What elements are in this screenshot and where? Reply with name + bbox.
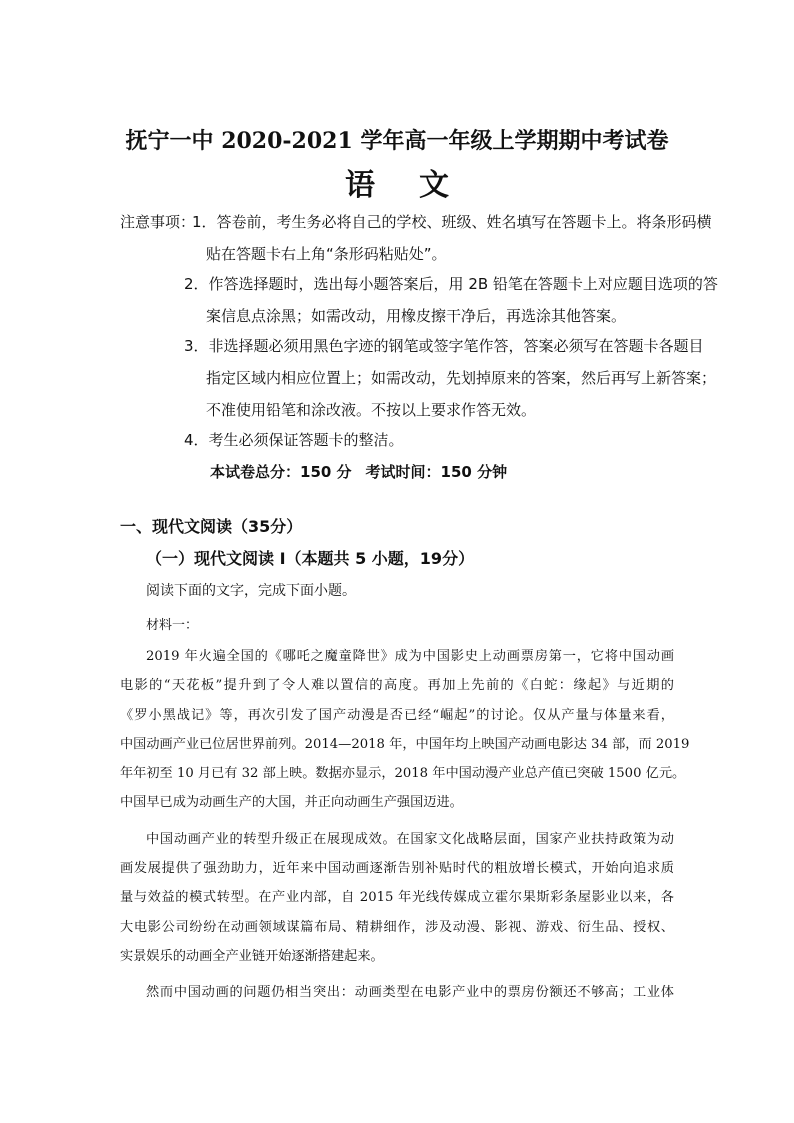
subject-char-1: 语 bbox=[345, 168, 375, 203]
subject-char-2: 文 bbox=[419, 168, 449, 203]
notice-line: 1．答卷前，考生务必将自己的学校、班级、姓名填写在答题卡上。将条形码横 bbox=[192, 213, 712, 231]
passage-line: 中国早已成为动画生产的大国，并正向动画生产强国迈进。 bbox=[120, 795, 463, 811]
section-heading: 一、现代文阅读（35分） bbox=[120, 517, 303, 536]
passage-paragraph bbox=[120, 642, 690, 818]
passage-paragraph bbox=[120, 825, 674, 971]
notice-line: 案信息点涂黑；如需改动，用橡皮擦干净后，再选涂其他答案。 bbox=[206, 307, 627, 325]
passage-line: 画发展提供了强劲助力，近年来中国动画逐渐告别补贴时代的粗放增长模式，开始向追求质 bbox=[120, 861, 674, 877]
notice-item bbox=[184, 330, 716, 426]
subject-title bbox=[0, 160, 794, 204]
passage-line: 实景娱乐的动画全产业链开始逐渐搭建起来。 bbox=[120, 948, 384, 964]
passage-line: 中国动画产业已位居世界前列。2014—2018 年，中国年均上映国产动画电影达 34 部，而 2019 bbox=[120, 736, 690, 752]
notice-label: 注意事项： bbox=[120, 213, 196, 231]
notice-item bbox=[184, 424, 404, 456]
passage-line: 2019 年火遍全国的《哪吒之魔童降世》成为中国影史上动画票房第一，它将中国动画 bbox=[146, 649, 674, 664]
notice-line: 贴在答题卡右上角“条形码粘贴处”。 bbox=[206, 245, 447, 263]
passage-paragraph bbox=[120, 978, 674, 1007]
subsection-heading: （一）现代文阅读 I（本题共 5 小题，19分） bbox=[146, 549, 475, 568]
passage-line: 大电影公司纷纷在动画领域谋篇布局、精耕细作，涉及动漫、影视、游戏、衍生品、授权、 bbox=[120, 919, 674, 935]
passage-line: 然而中国动画的问题仍相当突出：动画类型在电影产业中的票房份额还不够高；工业体 bbox=[146, 985, 674, 1001]
score-time-line bbox=[210, 456, 507, 488]
passage-line: 量与效益的模式转型。在产业内部，自 2015 年光线传媒成立霍尔果斯彩条屋影业以来，各 bbox=[120, 890, 674, 906]
material-label: 材料一： bbox=[146, 618, 199, 633]
passage-line: 年年初至 10 月已有 32 部上映。数据亦显示，2018 年中国动漫产业总产值已突破 1500 亿元。 bbox=[120, 766, 686, 782]
notice-line: 2．作答选择题时，选出每小题答案后，用 2B 铅笔在答题卡上对应题目选项的答 bbox=[184, 275, 718, 293]
reading-instruction: 阅读下面的文字，完成下面小题。 bbox=[146, 583, 356, 599]
total-score: 本试卷总分：150 分 bbox=[210, 463, 352, 481]
notice-line: 不准使用铅笔和涂改液。不按以上要求作答无效。 bbox=[206, 401, 537, 419]
reading-passage bbox=[120, 642, 690, 1015]
notice-item bbox=[192, 206, 712, 270]
exam-time: 考试时间：150 分钟 bbox=[365, 463, 508, 481]
notice-line: 3．非选择题必须用黑色字迹的钢笔或签字笔作答，答案必须写在答题卡各题目 bbox=[184, 337, 704, 355]
passage-line: 电影的“天花板”提升到了令人难以置信的高度。再加上先前的《白蛇：缘起》与近期的 bbox=[120, 678, 674, 694]
notice-item bbox=[184, 268, 718, 332]
passage-line: 《罗小黑战记》等，再次引发了国产动漫是否已经“崛起”的讨论。仅从产量与体量来看， bbox=[120, 707, 674, 723]
notice-line: 指定区域内相应位置上；如需改动，先划掉原来的答案，然后再写上新答案； bbox=[206, 369, 717, 387]
exam-title: 抚宁一中 2020-2021 学年高一年级上学期期中考试卷 bbox=[125, 128, 669, 154]
notice-line: 4．考生必须保证答题卡的整洁。 bbox=[184, 431, 404, 449]
passage-line: 中国动画产业的转型升级正在展现成效。在国家文化战略层面，国家产业扶持政策为动 bbox=[146, 831, 674, 847]
